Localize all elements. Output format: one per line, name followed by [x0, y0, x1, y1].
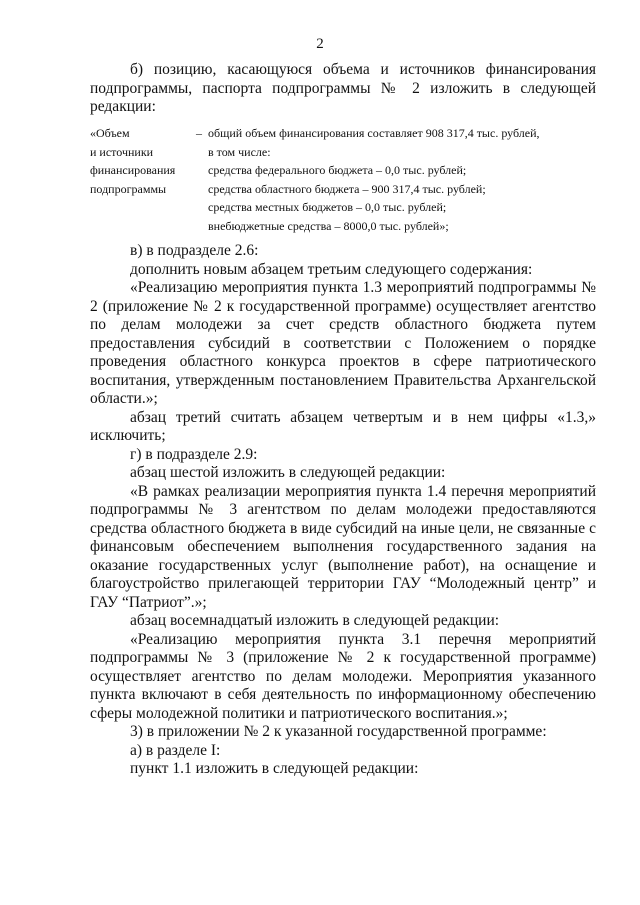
passport-value-line: внебюджетные средства – 8000,0 тыс. рублей»;	[208, 218, 449, 233]
passport-label	[90, 124, 185, 198]
passport-value-line: в том числе:	[208, 144, 271, 159]
passport-label-line: подпрограммы	[90, 181, 167, 196]
body-paragraph: а) в разделе I:	[130, 741, 221, 759]
body-paragraph: 3) в приложении № 2 к указанной государственной программе:	[130, 723, 547, 740]
page-number: 2	[316, 36, 324, 52]
intro-section	[90, 61, 596, 117]
passport-value	[208, 124, 598, 236]
body-paragraph: пункт 1.1 изложить в следующей редакции:	[130, 760, 419, 777]
passport-label-line: и источники	[90, 144, 154, 159]
body-paragraph: «Реализацию мероприятия пункта 3.1 перечня мероприятий подпрограммы № 3 (приложение № 2 к государственной программе) осуществляет агентство по делам молодежи. Мероприятия указанного пункта включают в себя деятельность по информационному обеспечению сферы молодежной политики и патриотического воспитания.»;	[90, 630, 596, 722]
body-paragraph: «Реализацию мероприятия пункта 1.3 мероприятий подпрограммы № 2 (приложение № 2 к государственной программе) осуществляет агентство по делам молодежи за счет средств областного бюджета путем предоставления субсидий в соответствии с Положением о порядке проведения областного конкурса проектов в сфере патриотического воспитания, утвержденным постановлением Правительства Архангельской области.»;	[90, 279, 596, 407]
passport-value-line: средства областного бюджета – 900 317,4 тыс. рублей;	[208, 181, 486, 196]
body-section	[90, 242, 596, 779]
passport-value-line: средства местных бюджетов – 0,0 тыс. рублей;	[208, 200, 447, 215]
body-paragraph: абзац третий считать абзацем четвертым и в нем цифры «1.3,» исключить;	[90, 408, 596, 444]
body-paragraph: абзац восемнадцатый изложить в следующей редакции:	[130, 612, 500, 629]
body-paragraph: дополнить новым абзацем третьим следующего содержания:	[130, 260, 533, 278]
passport-label-line: «Объем	[90, 126, 130, 140]
passport-value-line: средства федерального бюджета – 0,0 тыс. рублей;	[208, 163, 467, 178]
body-paragraph: в) в подразделе 2.6:	[130, 242, 259, 259]
passport-value-line: общий объем финансирования составляет 908 317,4 тыс. рублей,	[208, 126, 540, 140]
passport-label-line: финансирования	[90, 163, 176, 178]
intro-paragraph: б) позицию, касающуюся объема и источников финансирования подпрограммы, паспорта подпрограммы № 2 изложить в следующей редакции:	[90, 61, 596, 115]
body-paragraph: г) в подразделе 2.9:	[130, 445, 258, 463]
body-paragraph: «В рамках реализации мероприятия пункта 1.4 перечня мероприятий подпрограммы № 3 агентством по делам молодежи предоставляются средства областного бюджета в виде субсидий на иные цели, не связанные с финансовым обеспечением выполнения государственного задания на оказание государственных услуг (выполнение работ), на оснащение и благоустройство прилегающей территории ГАУ “Молодежный центр” и ГАУ “Патриот”.»;	[90, 482, 596, 611]
body-paragraph: абзац шестой изложить в следующей редакции:	[130, 464, 446, 481]
passport-dash: –	[196, 126, 202, 140]
